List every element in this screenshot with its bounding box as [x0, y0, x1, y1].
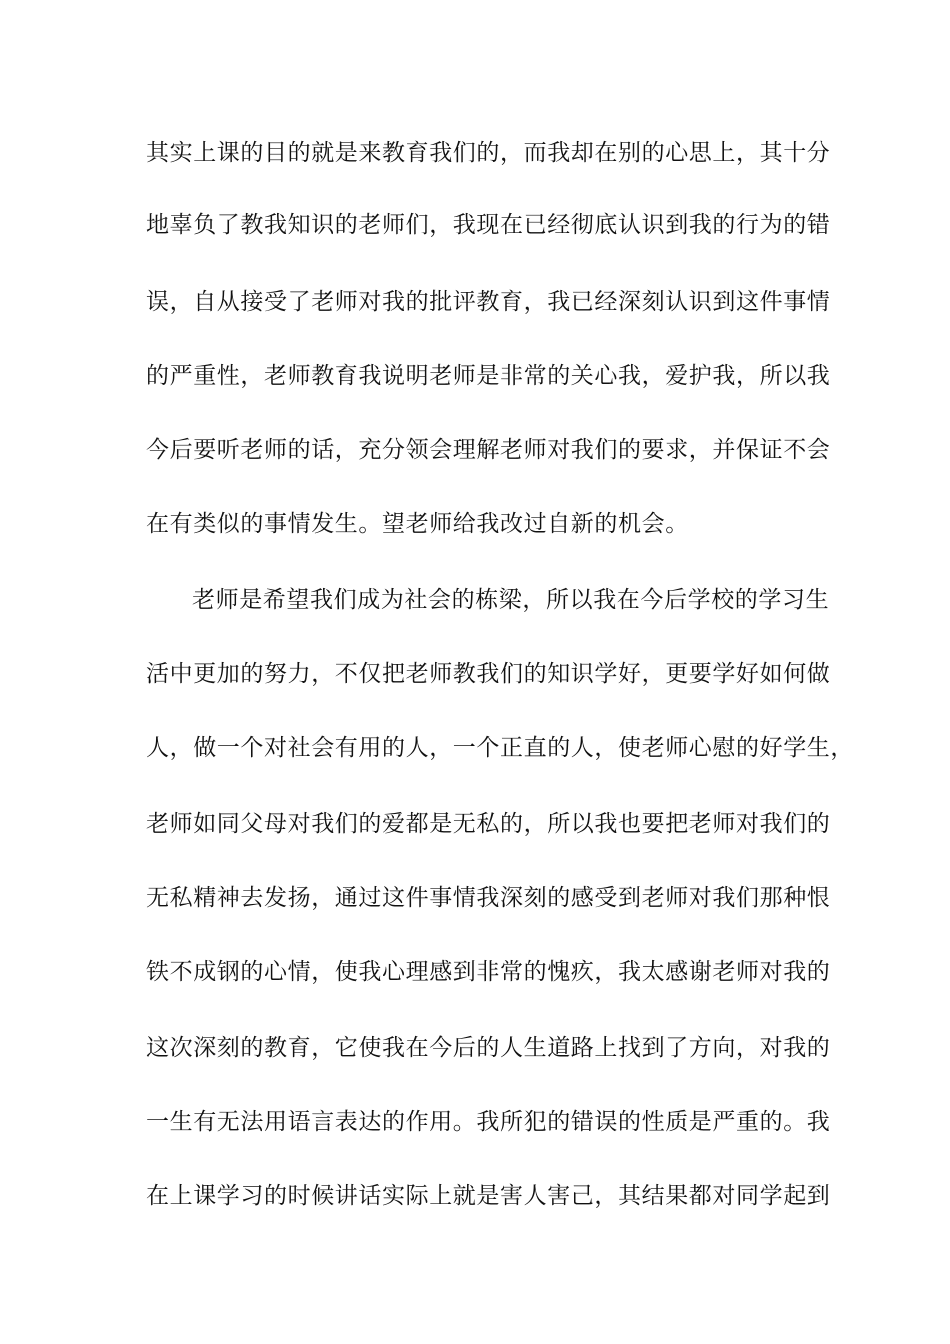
- text-line: 活中更加的努力，不仅把老师教我们的知识学好，更要学好如何做: [146, 661, 831, 687]
- text-line: 的严重性，老师教育我说明老师是非常的关心我，爱护我，所以我: [146, 363, 831, 389]
- text-line: 人，做一个对社会有用的人，一个正直的人，使老师心慰的好学生，: [146, 735, 854, 761]
- text-line: 无私精神去发扬，通过这件事情我深刻的感受到老师对我们那种恨: [146, 885, 831, 911]
- text-line: 在上课学习的时候讲话实际上就是害人害己，其结果都对同学起到: [146, 1183, 831, 1209]
- text-line: 地辜负了教我知识的老师们，我现在已经彻底认识到我的行为的错: [146, 212, 831, 238]
- text-line: 铁不成钢的心情，使我心理感到非常的愧疚，我太感谢老师对我的: [146, 959, 831, 985]
- text-line: 其实上课的目的就是来教育我们的，而我却在别的心思上，其十分: [146, 140, 831, 166]
- text-line: 在有类似的事情发生。望老师给我改过自新的机会。: [146, 511, 689, 537]
- text-line: 误，自从接受了老师对我的批评教育，我已经深刻认识到这件事情: [146, 289, 831, 315]
- text-line: 今后要听老师的话，充分领会理解老师对我们的要求，并保证不会: [146, 437, 831, 463]
- text-line: 一生有无法用语言表达的作用。我所犯的错误的性质是严重的。我: [146, 1109, 831, 1135]
- text-line: 老师如同父母对我们的爱都是无私的，所以我也要把老师对我们的: [146, 811, 831, 837]
- text-line: 老师是希望我们成为社会的栋梁，所以我在今后学校的学习生: [192, 587, 830, 613]
- text-line: 这次深刻的教育，它使我在今后的人生道路上找到了方向，对我的: [146, 1035, 831, 1061]
